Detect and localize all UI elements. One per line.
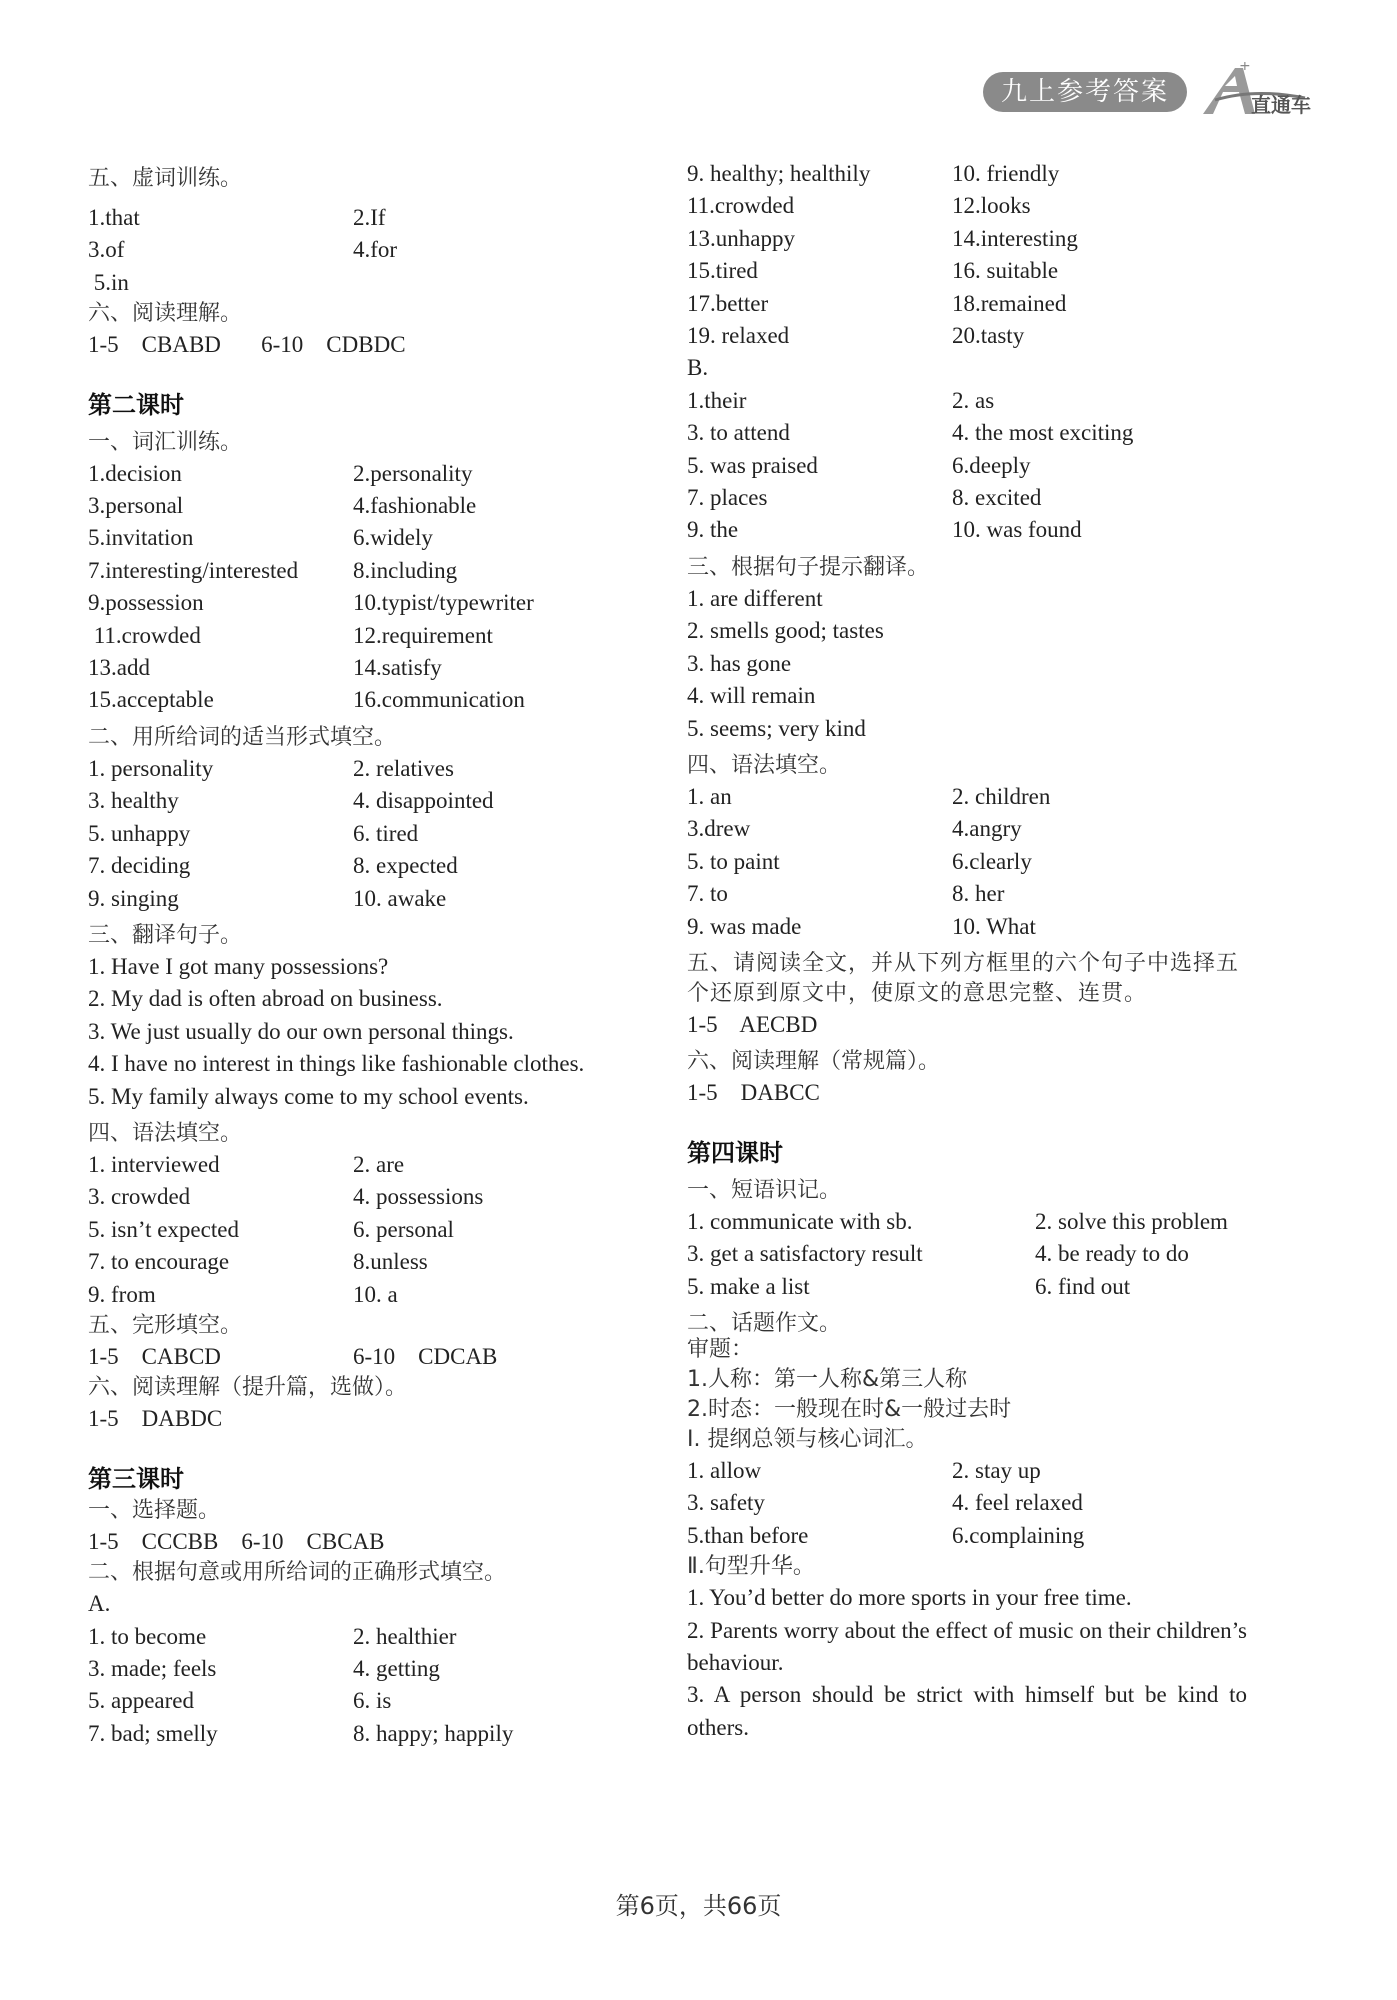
answer-row: 3.personal 4.fashionable	[88, 493, 477, 519]
answer-row: 1. an 2. children	[687, 783, 1051, 809]
answer-row: 19. relaxed 20.tasty	[687, 323, 1025, 349]
sub-label: 2.时态：一般现在时&一般过去时	[687, 1396, 1012, 1422]
sub-label: 审题：	[687, 1336, 754, 1362]
answer-row: 1. interviewed 2. are	[88, 1151, 405, 1177]
section-title: 五、虚词训练。	[88, 166, 243, 191]
section-title: 六、阅读理解（提升篇，选做）。	[88, 1375, 408, 1401]
section-title: 二、话题作文。	[687, 1310, 842, 1336]
answer-row: 7.interesting/interested 8.including	[88, 557, 458, 583]
answer-row: 3. made; feels 4. getting	[88, 1656, 440, 1681]
answer-row: 5. appeared 6. is	[88, 1688, 392, 1714]
answer-row: 9. from 10. a	[88, 1281, 398, 1307]
answer-line: 3. We just usually do our own personal things.	[88, 1018, 514, 1044]
answer-line: 1. Have I got many possessions?	[88, 953, 389, 979]
section-title: 五、完形填空。	[88, 1312, 243, 1338]
answer-row: 15.tired 16. suitable	[687, 258, 1059, 284]
answer-line: 1. are different	[687, 585, 823, 611]
answer-row: 1.that 2.If	[88, 205, 386, 230]
answer-row: 1. to become 2. healthier	[88, 1623, 457, 1649]
answer-row: 1.their 2. as	[687, 387, 995, 413]
answer-sentence: 2. Parents worry about the effect of music on their children’s behaviour.	[687, 1617, 1247, 1675]
answer-row: 5. was praised 6.deeply	[687, 452, 1031, 478]
svg-text:+: +	[1239, 62, 1251, 74]
answer-line: 1-5 CBABD 6-10 CDBDC	[88, 332, 406, 358]
answer-row: 13.unhappy 14.interesting	[687, 225, 1078, 251]
sub-label: 1.人称：第一人称&第三人称	[687, 1366, 968, 1392]
answer-line: 4. I have no interest in things like fashionable clothes.	[88, 1051, 585, 1077]
page-header	[983, 62, 1313, 122]
answer-line: 1-5 CCCBB 6-10 CBCAB	[88, 1528, 385, 1554]
answer-line: 3. has gone	[687, 650, 792, 676]
answer-row: 13.add 14.satisfy	[88, 655, 442, 681]
part-label: B.	[687, 355, 709, 381]
answer-line: 1-5 DABDC	[88, 1406, 223, 1432]
sub-label: Ⅰ. 提纲总领与核心词汇。	[687, 1426, 928, 1452]
answer-line: 2. smells good; tastes	[687, 618, 884, 644]
section-title: 四、语法填空。	[687, 752, 842, 778]
answer-row: 5. unhappy 6. tired	[88, 820, 419, 846]
answer-line: 2. My dad is often abroad on business.	[88, 986, 443, 1012]
answer-row: 1.decision 2.personality	[88, 460, 473, 486]
header-title: 九上参考答案	[983, 72, 1187, 112]
answer-row: 7. deciding 8. expected	[88, 853, 458, 879]
part-label: A.	[88, 1591, 111, 1617]
answer-row: 9. healthy; healthily 10. friendly	[687, 161, 1060, 186]
answer-row: 9. singing 10. awake	[88, 885, 447, 911]
answer-line: 5. seems; very kind	[687, 715, 866, 741]
answer-row: 5. isn’t expected 6. personal	[88, 1216, 454, 1242]
answer-row: 7. to 8. her	[687, 881, 1005, 907]
svg-text:直通车: 直通车	[1251, 93, 1311, 117]
answer-row: 15.acceptable 16.communication	[88, 687, 525, 713]
answer-row: 5.than before 6.complaining	[687, 1522, 1085, 1548]
answer-line: 1-5 AECBD	[687, 1011, 818, 1037]
sub-label: Ⅱ.句型升华。	[687, 1554, 815, 1580]
lesson-title: 第四课时	[687, 1138, 783, 1167]
answer-sentence: 1. You’d better do more sports in your free time.	[687, 1585, 1132, 1611]
answer-row: 5. to paint 6.clearly	[687, 848, 1032, 874]
answer-sentence: 3. A person should be strict with himself but be kind to others.	[687, 1682, 1247, 1740]
answer-row: 3. crowded 4. possessions	[88, 1184, 484, 1210]
answer-row: 1. personality 2. relatives	[88, 755, 454, 781]
answer-line: 1-5 DABCC	[687, 1080, 820, 1106]
lesson-title: 第三课时	[88, 1464, 184, 1493]
section-title: 六、阅读理解（常规篇）。	[687, 1049, 941, 1075]
answer-row: 7. to encourage 8.unless	[88, 1249, 428, 1275]
answer-row: 9. the 10. was found	[687, 517, 1082, 543]
answer-row: 17.better 18.remained	[687, 290, 1067, 316]
section-title: 三、根据句子提示翻译。	[687, 554, 930, 580]
answer-row: 9.possession 10.typist/typewriter	[88, 590, 534, 616]
answer-row: 3. to attend 4. the most exciting	[687, 420, 1134, 446]
answer-row: 3. healthy 4. disappointed	[88, 788, 494, 814]
answer-row: 3.of 4.for	[88, 237, 398, 263]
section-title: 二、根据句意或用所给词的正确形式填空。	[88, 1560, 507, 1586]
answer-row: 1. allow 2. stay up	[687, 1457, 1041, 1483]
answer-line: 5. My family always come to my school events.	[88, 1083, 529, 1109]
answer-row: 1-5 CABCD 6-10 CDCAB	[88, 1343, 498, 1369]
section-title: 一、选择题。	[88, 1497, 221, 1523]
section-title: 六、阅读理解。	[88, 301, 243, 327]
answer-row: 5. make a list 6. find out	[687, 1273, 1131, 1299]
section-title: 五、请阅读全文，并从下列方框里的六个句子中选择五个还原到原文中，使原文的意思完整、连贯。	[687, 950, 1240, 1006]
answer-row: 3. get a satisfactory result 4. be ready to do	[687, 1241, 1189, 1267]
section-title: 三、翻译句子。	[88, 922, 243, 948]
answer-row: 3.drew 4.angry	[687, 816, 1022, 842]
answer-line: 4. will remain	[687, 683, 816, 709]
answer-row: 3. safety 4. feel relaxed	[687, 1490, 1083, 1516]
answer-row: 7. places 8. excited	[687, 485, 1042, 511]
section-title: 二、用所给词的适当形式填空。	[88, 724, 397, 750]
answer-row: 5.invitation 6.widely	[88, 525, 433, 551]
publisher-logo-icon	[1195, 62, 1313, 122]
right-column	[687, 158, 1247, 1744]
answer-row: 1. communicate with sb. 2. solve this problem	[687, 1208, 1228, 1234]
answer-row: 9. was made 10. What	[687, 913, 1036, 939]
page-number: 第6页，共66页	[615, 1892, 782, 1920]
answer-row: 11.crowded 12.requirement	[88, 622, 493, 648]
left-column	[88, 158, 648, 1750]
section-title: 一、词汇训练。	[88, 429, 243, 455]
answer-row: 11.crowded 12.looks	[687, 193, 1031, 219]
answer-row: 5.in	[88, 269, 129, 295]
section-title: 一、短语识记。	[687, 1177, 842, 1203]
lesson-title: 第二课时	[88, 390, 184, 419]
answer-row: 7. bad; smelly 8. happy; happily	[88, 1720, 514, 1746]
section-title: 四、语法填空。	[88, 1120, 243, 1146]
